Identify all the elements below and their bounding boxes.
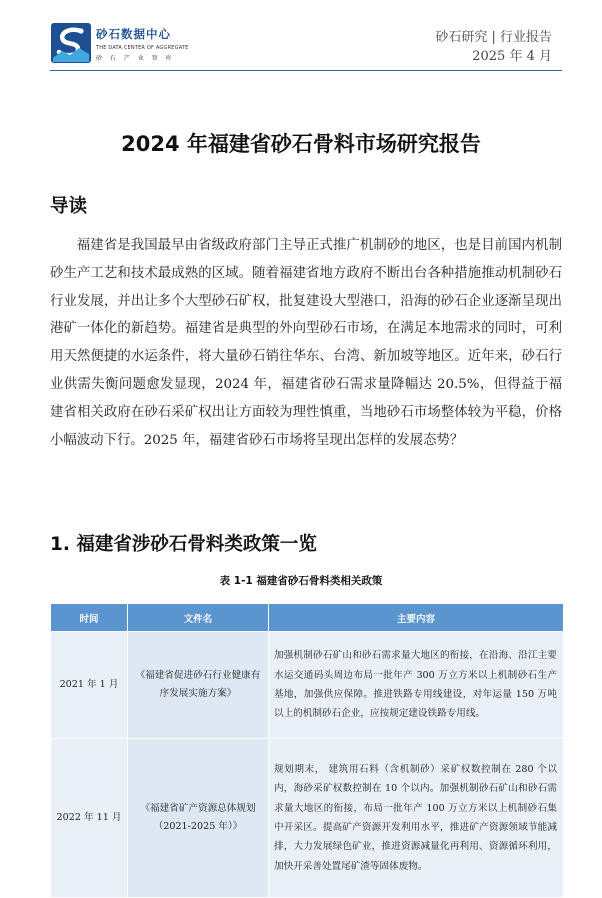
cell-content: 规划期末， 建筑用石料（含机制砂）采矿权数控制在 280 个以内，海砂采矿权数控制在 10 个以内。加强机制砂石矿山和砂石需求量大地区的衔接，布局一批年产 100 万立方米以上机制砂石集中开采区。提高矿产资源开发利用水平，推进矿产资源领域节能减排，大力发展绿色矿业，推进资源减量化再利用、资源循环利用，加快开采善处置尾矿渣等固体废物。	[269, 739, 564, 898]
report-title: 2024 年福建省砂石骨料市场研究报告	[121, 132, 481, 156]
logo-text	[96, 26, 189, 62]
logo-english-name: THE DATA CENTER OF AGGREGATE	[96, 45, 189, 51]
cell-content: 加强机制砂石矿山和砂石需求量大地区的衔接，在沿海、沿江主要水运交通码头周边布局一批年产 300 万立方米以上机制砂石生产基地，加强供应保障。推进铁路专用线建设，对年运量 150 万吨以上的机制砂石企业，应按规定建设铁路专用线。	[269, 632, 564, 739]
table-caption: 表 1-1 福建省砂石骨料类相关政策	[219, 575, 383, 587]
logo-tagline: 砂 石 产 业 智 库	[96, 55, 175, 62]
logo-name: 砂石数据中心	[96, 27, 171, 41]
column-header-time: 时间	[51, 604, 128, 632]
cell-time: 2022 年 11 月	[51, 739, 128, 898]
header-divider	[50, 70, 562, 71]
table-row	[51, 632, 564, 739]
report-category: 砂石研究 | 行业报告	[435, 30, 552, 45]
report-date: 2025 年 4 月	[472, 49, 552, 64]
section-1-heading: 1. 福建省涉砂石骨料类政策一览	[50, 534, 317, 555]
column-header-content: 主要内容	[269, 604, 564, 632]
intro-paragraph: 福建省是我国最早由省级政府部门主导正式推广机制砂的地区，也是目前国内机制砂生产工艺和技术最成熟的区域。随着福建省地方政府不断出台各种措施推动机制砂石行业发展，并出让多个大型砂石矿权，批复建设大型港口，沿海的砂石企业逐渐呈现出港矿一体化的新趋势。福建省是典型的外向型砂石市场，在满足本地需求的同时，可利用天然便捷的水运条件，将大量砂石销往华东、台湾、新加坡等地区。近年来，砂石行业供需失衡问题愈发显现，2024 年，福建省砂石需求量降幅达 20.5%，但得益于福建省相关政府在砂石采矿权出让方面较为理性慎重，当地砂石市场整体较为平稳，价格小幅波动下行。2025 年，福建省砂石市场将呈现出怎样的发展态势？	[50, 238, 562, 448]
aggregate-logo-icon	[50, 22, 92, 64]
column-header-file: 文件名	[128, 604, 269, 632]
table-header-row	[51, 604, 564, 632]
table-row	[51, 739, 564, 898]
page-header	[0, 0, 602, 80]
cell-time: 2021 年 1 月	[51, 632, 128, 739]
policy-table	[50, 603, 564, 898]
header-meta	[435, 28, 552, 66]
cell-file: 《福建省促进砂石行业健康有序发展实施方案》	[128, 632, 269, 739]
intro-heading: 导读	[50, 196, 88, 217]
cell-file: 《福建省矿产资源总体规划（2021-2025 年）》	[128, 739, 269, 898]
